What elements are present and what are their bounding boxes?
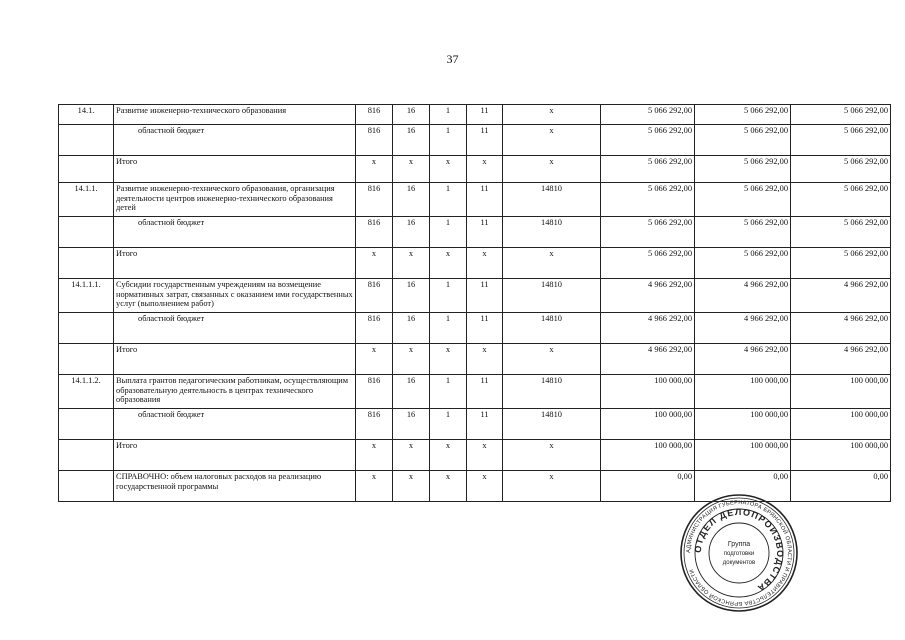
cell-event: 11	[467, 217, 503, 248]
cell-grbs: x	[356, 248, 393, 279]
cell-amount-year1: 100 000,00	[601, 375, 695, 409]
stamp-arc-text: ОТДЕЛ ДЕЛОПРОИЗВОДСТВА	[692, 506, 786, 594]
cell-direction: 14810	[503, 279, 601, 313]
cell-amount-year3: 4 966 292,00	[791, 313, 891, 344]
row-code: 14.1.1.2.	[59, 375, 114, 409]
cell-amount-year1: 5 066 292,00	[601, 183, 695, 217]
budget-table	[58, 104, 891, 502]
cell-subprogram: 1	[430, 105, 467, 125]
cell-event: x	[467, 344, 503, 375]
stamp-center-line2: подготовки	[723, 551, 755, 557]
cell-subprogram: 1	[430, 183, 467, 217]
cell-amount-year3: 100 000,00	[791, 375, 891, 409]
cell-program: 16	[393, 105, 430, 125]
cell-subprogram: 1	[430, 375, 467, 409]
cell-program: x	[393, 156, 430, 183]
table-body	[59, 105, 891, 502]
table-row	[59, 344, 891, 375]
row-code	[59, 125, 114, 156]
cell-amount-year2: 0,00	[695, 471, 791, 502]
cell-amount-year1: 0,00	[601, 471, 695, 502]
cell-grbs: x	[356, 471, 393, 502]
row-code	[59, 344, 114, 375]
cell-amount-year3: 100 000,00	[791, 440, 891, 471]
cell-subprogram: x	[430, 248, 467, 279]
cell-event: 11	[467, 279, 503, 313]
table-row	[59, 440, 891, 471]
row-name: Итого	[114, 440, 356, 471]
cell-grbs: 816	[356, 409, 393, 440]
cell-amount-year2: 4 966 292,00	[695, 313, 791, 344]
cell-amount-year3: 5 066 292,00	[791, 105, 891, 125]
cell-grbs: 816	[356, 183, 393, 217]
cell-grbs: x	[356, 156, 393, 183]
stamp-seal-icon	[678, 492, 800, 614]
cell-subprogram: x	[430, 156, 467, 183]
row-name: Субсидии государственным учреждениям на возмещение нормативных затрат, связанных с оказанием ими государственных услуг (выполнением работ)	[114, 279, 356, 313]
cell-direction: x	[503, 125, 601, 156]
cell-amount-year3: 0,00	[791, 471, 891, 502]
cell-amount-year3: 4 966 292,00	[791, 344, 891, 375]
cell-direction: x	[503, 440, 601, 471]
cell-amount-year2: 5 066 292,00	[695, 217, 791, 248]
cell-amount-year3: 100 000,00	[791, 409, 891, 440]
cell-direction: 14810	[503, 217, 601, 248]
cell-amount-year3: 5 066 292,00	[791, 125, 891, 156]
table-row	[59, 125, 891, 156]
row-name: Итого	[114, 248, 356, 279]
cell-amount-year1: 5 066 292,00	[601, 248, 695, 279]
table-row	[59, 217, 891, 248]
cell-direction: 14810	[503, 375, 601, 409]
cell-amount-year1: 5 066 292,00	[601, 125, 695, 156]
cell-amount-year2: 4 966 292,00	[695, 344, 791, 375]
table-row	[59, 279, 891, 313]
table-row	[59, 156, 891, 183]
cell-subprogram: 1	[430, 409, 467, 440]
cell-amount-year2: 4 966 292,00	[695, 279, 791, 313]
row-name: областной бюджет	[114, 313, 356, 344]
cell-amount-year3: 5 066 292,00	[791, 183, 891, 217]
cell-direction: 14810	[503, 409, 601, 440]
cell-program: 16	[393, 375, 430, 409]
cell-direction: x	[503, 248, 601, 279]
row-name: Развитие инженерно-технического образования, организация деятельности центров инженерно-технического образования детей	[114, 183, 356, 217]
cell-event: 11	[467, 125, 503, 156]
cell-amount-year2: 5 066 292,00	[695, 183, 791, 217]
cell-subprogram: 1	[430, 217, 467, 248]
cell-event: x	[467, 471, 503, 502]
row-name: Итого	[114, 344, 356, 375]
cell-event: 11	[467, 409, 503, 440]
cell-amount-year2: 5 066 292,00	[695, 156, 791, 183]
row-code	[59, 471, 114, 502]
cell-program: x	[393, 440, 430, 471]
cell-amount-year2: 100 000,00	[695, 440, 791, 471]
cell-grbs: 816	[356, 217, 393, 248]
row-name: областной бюджет	[114, 217, 356, 248]
cell-subprogram: x	[430, 440, 467, 471]
cell-program: 16	[393, 217, 430, 248]
cell-amount-year2: 100 000,00	[695, 375, 791, 409]
cell-program: x	[393, 344, 430, 375]
cell-program: 16	[393, 279, 430, 313]
row-code	[59, 217, 114, 248]
stamp-ring-text: АДМИНИСТРАЦИЯ ГУБЕРНАТОРА БРЯНСКОЙ ОБЛАСТИ И ПРАВИТЕЛЬСТВА БРЯНСКОЙ ОБЛАСТИ	[685, 499, 793, 607]
row-code	[59, 156, 114, 183]
table-row	[59, 409, 891, 440]
cell-program: x	[393, 471, 430, 502]
row-code	[59, 409, 114, 440]
cell-amount-year1: 5 066 292,00	[601, 217, 695, 248]
table-row	[59, 375, 891, 409]
cell-program: 16	[393, 183, 430, 217]
row-name: Итого	[114, 156, 356, 183]
cell-grbs: x	[356, 344, 393, 375]
row-name: СПРАВОЧНО: объем налоговых расходов на реализацию государственной программы	[114, 471, 356, 502]
cell-event: 11	[467, 183, 503, 217]
cell-subprogram: 1	[430, 313, 467, 344]
cell-program: 16	[393, 313, 430, 344]
cell-amount-year2: 5 066 292,00	[695, 248, 791, 279]
cell-amount-year2: 100 000,00	[695, 409, 791, 440]
row-code	[59, 248, 114, 279]
official-stamp	[678, 492, 800, 614]
row-code	[59, 313, 114, 344]
cell-subprogram: 1	[430, 279, 467, 313]
table-row	[59, 248, 891, 279]
row-code	[59, 440, 114, 471]
cell-event: x	[467, 440, 503, 471]
cell-amount-year1: 4 966 292,00	[601, 344, 695, 375]
cell-amount-year3: 5 066 292,00	[791, 248, 891, 279]
cell-grbs: 816	[356, 375, 393, 409]
cell-amount-year1: 5 066 292,00	[601, 156, 695, 183]
cell-event: x	[467, 156, 503, 183]
table-row	[59, 313, 891, 344]
cell-direction: x	[503, 344, 601, 375]
cell-subprogram: x	[430, 471, 467, 502]
row-name: областной бюджет	[114, 409, 356, 440]
cell-grbs: 816	[356, 313, 393, 344]
cell-direction: 14810	[503, 183, 601, 217]
cell-program: 16	[393, 125, 430, 156]
cell-event: 11	[467, 105, 503, 125]
row-name: Развитие инженерно-технического образования	[114, 105, 356, 125]
row-code: 14.1.	[59, 105, 114, 125]
row-code: 14.1.1.	[59, 183, 114, 217]
table-row	[59, 183, 891, 217]
cell-direction: x	[503, 471, 601, 502]
cell-grbs: x	[356, 440, 393, 471]
cell-subprogram: 1	[430, 125, 467, 156]
cell-amount-year1: 5 066 292,00	[601, 105, 695, 125]
cell-event: 11	[467, 375, 503, 409]
row-code: 14.1.1.1.	[59, 279, 114, 313]
stamp-center-line3: документов	[722, 560, 756, 566]
cell-grbs: 816	[356, 125, 393, 156]
cell-amount-year3: 4 966 292,00	[791, 279, 891, 313]
cell-program: 16	[393, 409, 430, 440]
cell-amount-year3: 5 066 292,00	[791, 156, 891, 183]
cell-direction: 14810	[503, 313, 601, 344]
cell-amount-year1: 100 000,00	[601, 409, 695, 440]
cell-grbs: 816	[356, 105, 393, 125]
cell-direction: x	[503, 105, 601, 125]
cell-grbs: 816	[356, 279, 393, 313]
cell-amount-year3: 5 066 292,00	[791, 217, 891, 248]
cell-program: x	[393, 248, 430, 279]
cell-event: 11	[467, 313, 503, 344]
table-row	[59, 105, 891, 125]
cell-direction: x	[503, 156, 601, 183]
cell-event: x	[467, 248, 503, 279]
cell-amount-year2: 5 066 292,00	[695, 125, 791, 156]
cell-amount-year1: 100 000,00	[601, 440, 695, 471]
cell-amount-year1: 4 966 292,00	[601, 313, 695, 344]
page-number: 37	[446, 52, 459, 66]
row-name: областной бюджет	[114, 125, 356, 156]
cell-subprogram: x	[430, 344, 467, 375]
cell-amount-year2: 5 066 292,00	[695, 105, 791, 125]
cell-amount-year1: 4 966 292,00	[601, 279, 695, 313]
row-name: Выплата грантов педагогическим работникам, осуществляющим образовательную деятельность в центрах технического образования	[114, 375, 356, 409]
stamp-center-line1: Группа	[727, 541, 751, 548]
